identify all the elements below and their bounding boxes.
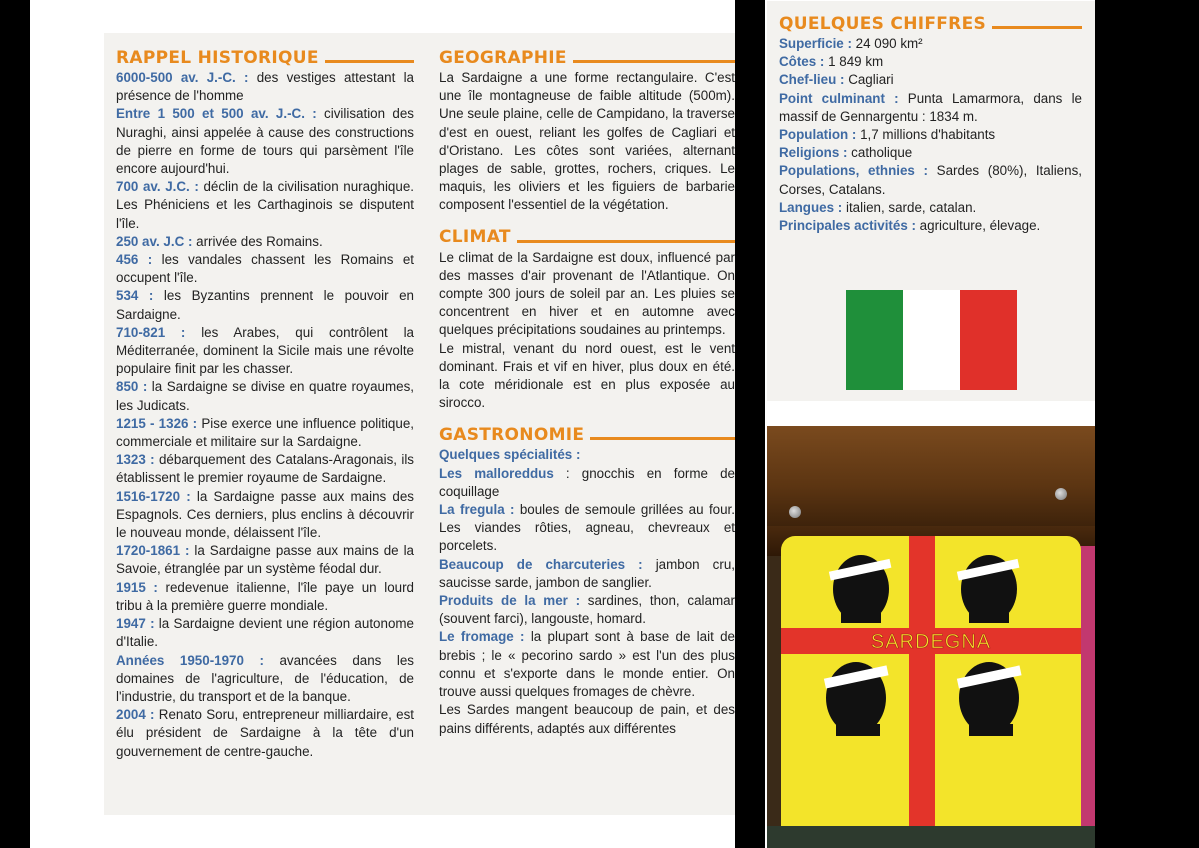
historique-entry <box>116 233 414 251</box>
sardinia-flag-photo <box>767 426 1095 848</box>
historique-list <box>116 69 414 761</box>
chiffres-entry-text: catholique <box>847 145 913 161</box>
historique-entry <box>116 178 414 233</box>
gastronomie-entry <box>439 501 735 556</box>
chiffres-entry-key: Langues : <box>779 199 843 215</box>
chiffres-list <box>779 35 1082 235</box>
climat-title: CLIMAT <box>439 223 735 247</box>
historique-entry <box>116 378 414 414</box>
right-black-band <box>1095 0 1199 848</box>
chiffres-entry <box>779 126 1082 144</box>
chiffres-entry <box>779 217 1082 235</box>
gastronomie-entry-text: sardines, thon, calamar (souvent farci), langouste, homard. <box>439 593 735 627</box>
four-moors-emblem <box>781 536 1081 848</box>
historique-entry <box>116 287 414 323</box>
chiffres-entry-text: Punta Lamarmora, dans le massif de Gennargentu : 1834 m. <box>779 90 1082 124</box>
historique-entry-text: civilisation des Nuraghi, ainsi appelée à cause des constructions de pierre en forme de tours qui parsèment l'île encore aujourd'hui. <box>116 106 415 177</box>
gastronomie-list <box>439 465 735 702</box>
historique-entry <box>116 542 414 578</box>
historique-entry <box>116 652 414 707</box>
historique-entry <box>116 105 414 178</box>
historique-entry-text: la Sardaigne passe aux mains de la Savoie, étranglée par un système féodal dur. <box>116 543 415 577</box>
left-black-band <box>0 0 30 848</box>
historique-entry-key: 850 : <box>116 379 148 395</box>
historique-entry-text: les Byzantins prennent le pouvoir en Sardaigne. <box>116 288 415 322</box>
historique-entry-text: arrivée des Romains. <box>192 233 323 249</box>
chiffres-entry-key: Côtes : <box>779 54 825 70</box>
chiffres-entry <box>779 90 1082 126</box>
historique-entry-key: 710-821 : <box>116 324 186 340</box>
historique-entry-text: redevenue italienne, l'île paye un lourd tribu à la première guerre mondiale. <box>116 579 414 613</box>
four-moors-banner <box>781 536 1081 848</box>
gastronomie-entry-text: la plupart sont à base de lait de brebis ; le « pecorino sardo » est l'un des plus connu et s'exporte dans le monde entier. On trouve aussi quelques fromages de chèvre. <box>439 629 735 700</box>
right-column <box>439 43 735 738</box>
center-black-band <box>735 0 765 848</box>
red-cross-vertical <box>909 536 935 848</box>
chiffres-entry-key: Religions : <box>779 145 848 161</box>
chiffres-entry-key: Point culminant : <box>779 90 899 106</box>
chiffres-column <box>779 9 1082 235</box>
historique-column <box>116 43 414 761</box>
gastronomie-title: GASTRONOMIE <box>439 420 735 444</box>
gastronomie-entry <box>439 592 735 628</box>
historique-entry-key: Entre 1 500 et 500 av. J.-C. : <box>116 106 317 122</box>
historique-entry-key: 534 : <box>116 288 154 304</box>
historique-entry-text: la Sardaigne se divise en quatre royaumes, les Judicats. <box>116 379 414 413</box>
historique-entry-key: Années 1950-1970 : <box>116 652 264 668</box>
historique-entry-key: 6000-500 av. J.-C. : <box>116 70 249 85</box>
moor-head-icon <box>957 662 1022 736</box>
historique-entry-text: les vandales chassent les Romains et occupent l'île. <box>116 252 414 286</box>
chiffres-entry-key: Populations, ethnies : <box>779 163 928 179</box>
chiffres-entry <box>779 144 1082 162</box>
historique-entry-text: débarquement des Catalans-Aragonais, ils établissent le premier royaume de Sardaigne. <box>116 452 415 486</box>
flag-green-band <box>846 290 903 390</box>
gastronomie-entry-text: boules de semoule grillées au four. Les viandes rôties, agneau, chevreaux et porcelets. <box>439 502 735 554</box>
chiffres-entry-text: 1,7 millions d'habitants <box>856 127 996 143</box>
chiffres-entry-key: Population : <box>779 127 857 143</box>
historique-entry <box>116 324 414 379</box>
chiffres-entry <box>779 71 1082 89</box>
chiffres-entry-text: Cagliari <box>844 72 894 88</box>
gastronomie-entry <box>439 628 735 701</box>
banner-text: SARDEGNA <box>870 631 992 653</box>
banner-base <box>767 826 1095 848</box>
climat-text-1: Le climat de la Sardaigne est doux, influencé par des masses d'air provenant de l'Atlantique. On compte 300 jours de soleil par an. Les pluies se concentrent en hiver et en automne avec quelques précipitations soudaines au printemps. <box>439 249 735 338</box>
chiffres-entry <box>779 53 1082 71</box>
historique-entry <box>116 415 414 451</box>
chiffres-entry-text: Sardes (80%), Italiens, Corses, Catalans. <box>779 163 1082 197</box>
wood-frame <box>767 426 1095 526</box>
historique-entry-key: 250 av. J.C : <box>116 233 193 249</box>
historique-entry <box>116 615 414 651</box>
gastronomie-entry-key: La fregula : <box>439 502 515 518</box>
historique-entry-key: 2004 : <box>116 707 155 723</box>
gastronomie-entry-text: jambon cru, saucisse sarde, jambon de sanglier. <box>439 556 735 590</box>
historique-entry-text: les Arabes, qui contrôlent la Méditerranée, dominent la Sicile mais une révolte populaire finit par les chasser. <box>116 324 414 377</box>
historique-entry-text: déclin de la civilisation nuraghique. Les Phéniciens et les Carthaginois se disputent l'île. <box>116 179 414 231</box>
main-scan <box>104 33 735 815</box>
flag-red-band <box>960 290 1017 390</box>
screw-icon <box>789 506 801 518</box>
gastronomie-entry-key: Produits de la mer : <box>439 593 581 609</box>
gastronomie-outro: Les Sardes mangent beaucoup de pain, et des pains différents, adaptés aux différentes <box>439 702 735 736</box>
historique-entry <box>116 251 414 287</box>
historique-entry-text: Pise exerce une influence politique, commerciale et militaire sur la Sardaigne. <box>116 415 414 450</box>
historique-entry-text: la Sardaigne passe aux mains des Espagnols. Ces derniers, plus enclins à découvrir le nouveau monde, délaissent l'île. <box>116 488 414 541</box>
gastronomie-entry-text: : gnocchis en forme de coquillage <box>439 465 735 499</box>
chiffres-entry-key: Principales activités : <box>779 218 916 234</box>
historique-entry-key: 1720-1861 : <box>116 543 190 559</box>
historique-entry <box>116 488 414 543</box>
historique-entry-text: Renato Soru, entrepreneur milliardaire, est élu président de Sardaigne à la tête d'un gouvernement de centre-gauche. <box>116 707 414 759</box>
historique-entry <box>116 706 414 761</box>
historique-entry-key: 700 av. J.C. : <box>116 179 199 195</box>
historique-entry <box>116 451 414 487</box>
chiffres-entry <box>779 199 1082 217</box>
moor-head-icon <box>824 662 889 736</box>
historique-entry-key: 1215 - 1326 : <box>116 415 198 431</box>
gastronomie-entry-key: Le fromage : <box>439 629 525 645</box>
historique-entry-text: des vestiges attestant la présence de l'homme <box>116 70 414 104</box>
gastronomie-subtitle: Quelques spécialités : <box>439 447 581 463</box>
chiffres-entry-text: agriculture, élevage. <box>915 218 1041 234</box>
historique-entry <box>116 69 414 105</box>
moor-head-icon <box>829 555 892 623</box>
chiffres-title: QUELQUES CHIFFRES <box>779 9 1082 33</box>
historique-entry-key: 1323 : <box>116 452 155 468</box>
chiffres-entry-key: Chef-lieu : <box>779 72 845 88</box>
historique-entry <box>116 579 414 615</box>
gastronomie-entry-key: Les malloreddus <box>439 465 554 481</box>
chiffres-entry-text: 24 090 km² <box>851 36 923 51</box>
historique-entry-text: la Sardaigne devient une région autonome d'Italie. <box>116 616 414 650</box>
historique-entry-key: 1915 : <box>116 579 158 595</box>
italy-flag <box>846 290 1017 390</box>
climat-text-2: Le mistral, venant du nord ouest, est le vent dominant. Frais et vif en hiver, plus doux en été. la cote méridionale est en plus exposée au sirocco. <box>439 340 735 411</box>
historique-entry-key: 1947 : <box>116 616 155 632</box>
moor-head-icon <box>957 555 1020 623</box>
chiffres-card <box>767 1 1095 401</box>
chiffres-entry <box>779 162 1082 198</box>
gastronomie-entry <box>439 556 735 592</box>
chiffres-entry-text: italien, sarde, catalan. <box>842 199 977 215</box>
chiffres-entry-text: 1 849 km <box>824 54 884 70</box>
flag-white-band <box>903 290 960 390</box>
chiffres-entry-key: Superficie : <box>779 36 852 51</box>
historique-title: RAPPEL HISTORIQUE <box>116 43 414 67</box>
historique-entry-text: avancées dans les domaines de l'agriculture, de l'éducation, de l'industrie, du transport et de la banque. <box>116 652 415 704</box>
historique-entry-key: 456 : <box>116 252 153 268</box>
gastronomie-entry-key: Beaucoup de charcuteries : <box>439 556 643 572</box>
geographie-title: GEOGRAPHIE <box>439 43 735 67</box>
geographie-text: La Sardaigne a une forme rectangulaire. C'est une île montagneuse de faible altitude (500m). Une seule plaine, celle de Campidano, la traverse d'est en ouest, reliant les golfes de Cagliari et d'Oristano. Les côtes sont variées, alternant plages de sable, grottes, rochers, criques. Le maquis, les oliviers et les figuiers de barbarie composent l'essentiel de la végétation. <box>439 70 735 213</box>
chiffres-entry <box>779 35 1082 53</box>
screw-icon <box>1055 488 1067 500</box>
gastronomie-entry <box>439 465 735 501</box>
historique-entry-key: 1516-1720 : <box>116 488 191 504</box>
